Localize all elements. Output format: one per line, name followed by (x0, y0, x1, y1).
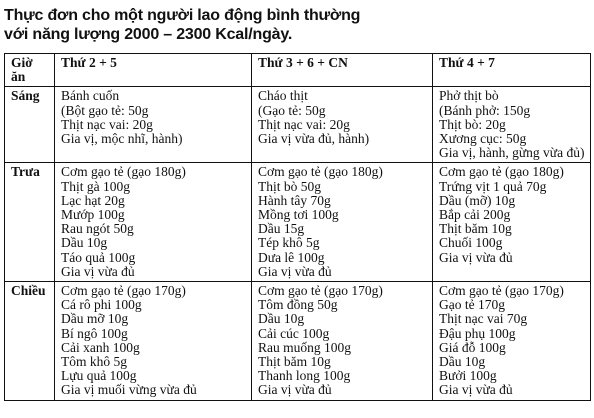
menu-cell (433, 282, 591, 401)
food-item: Táo quả 100g (61, 249, 136, 265)
food-item: (Bột gạo tẻ: 50g (61, 102, 149, 118)
food-item: Gia vị muối vừng vừa đủ (61, 382, 197, 398)
menu-cell (252, 163, 433, 282)
meal-label: Chiều (5, 282, 55, 401)
header-meal-time: Giờ ăn (5, 54, 55, 87)
food-item: Gia vị vừa đủ (258, 263, 332, 279)
title-line-2: với năng lượng 2000 – 2300 Kcal/ngày. (4, 26, 293, 43)
meal-label: Trưa (5, 163, 55, 282)
food-item: Cơm gạo tẻ (gạo 180g) (61, 164, 186, 180)
food-item: Dầu mỡ 10g (61, 311, 129, 327)
title-line-1: Thực đơn cho một người lao động bình thường (4, 7, 361, 24)
food-item: Cơm gạo tẻ (gạo 180g) (258, 164, 383, 180)
food-item: (Bánh phở: 150g (439, 102, 531, 118)
food-item: Dưa lê 100g (258, 249, 325, 265)
food-item: Cơm gạo tẻ (gạo 170g) (258, 283, 383, 299)
food-item: Thịt nạc vai: 20g (258, 116, 350, 132)
food-item: Thịt nạc vai: 20g (61, 116, 153, 132)
food-list (61, 165, 245, 279)
food-item: Cải xanh 100g (61, 339, 140, 355)
food-item: Cá rô phi 100g (61, 297, 142, 313)
food-item: Bí ngô 100g (61, 325, 128, 341)
food-item: Dầu 10g (439, 354, 486, 370)
food-item: (Gạo tẻ: 50g (258, 102, 326, 118)
food-item: Gạo tẻ 170g (439, 297, 505, 313)
food-item: Thịt băm 10g (258, 354, 331, 370)
food-item: Cải cúc 100g (258, 325, 330, 341)
food-item: Dầu 10g (258, 311, 305, 327)
header-row (5, 54, 591, 87)
food-item: Bưởi 100g (439, 368, 497, 384)
food-item: Gia vị vừa đủ (258, 382, 332, 398)
food-item: Phở thịt bò (439, 88, 499, 104)
food-item: Thịt gà 100g (61, 178, 130, 194)
food-list (61, 89, 245, 146)
food-list (439, 165, 584, 264)
food-item: Mướp 100g (61, 207, 125, 223)
menu-cell (433, 163, 591, 282)
header-tue-fri-sun: Thứ 3 + 6 + CN (252, 54, 433, 87)
food-item: Gia vị, hành, gừng vừa đủ) (439, 145, 585, 161)
food-item: Giá đỗ 100g (439, 339, 506, 355)
food-item: Cháo thịt (258, 88, 308, 104)
food-item: Thanh long 100g (258, 368, 351, 384)
menu-cell (55, 163, 252, 282)
food-item: Bắp cải 200g (439, 207, 511, 223)
page-title (4, 6, 590, 44)
table-row (5, 87, 591, 163)
food-item: Lạc hạt 20g (61, 192, 125, 208)
menu-cell (252, 87, 433, 163)
food-item: Dầu 15g (258, 221, 305, 237)
food-item: Gia vị vừa đủ (61, 263, 135, 279)
header-wed-sat: Thứ 4 + 7 (433, 54, 591, 87)
food-item: Tôm đồng 50g (258, 297, 338, 313)
menu-cell (55, 282, 252, 401)
food-list (258, 284, 426, 398)
food-item: Hành tây 70g (258, 192, 331, 208)
food-item: Gia vị vừa đủ (439, 382, 513, 398)
menu-cell (252, 282, 433, 401)
food-item: Đậu phụ 100g (439, 325, 516, 341)
food-item: Trứng vịt 1 quả 70g (439, 178, 547, 194)
food-item: Thịt bò: 20g (439, 116, 506, 132)
food-item: Bánh cuốn (61, 88, 120, 104)
food-list (439, 89, 584, 160)
food-item: Tôm khô 5g (61, 354, 127, 370)
menu-cell (55, 87, 252, 163)
food-item: Rau ngót 50g (61, 221, 134, 237)
meal-label: Sáng (5, 87, 55, 163)
header-mon-thu: Thứ 2 + 5 (55, 54, 252, 87)
food-item: Cơm gạo tẻ (gạo 170g) (439, 283, 564, 299)
menu-cell (433, 87, 591, 163)
food-item: Gia vị, mộc nhĩ, hành) (61, 131, 183, 147)
table-row (5, 282, 591, 401)
food-item: Tép khô 5g (258, 235, 320, 251)
food-item: Thịt bò 50g (258, 178, 321, 194)
table-row (5, 163, 591, 282)
food-item: Chuối 100g (439, 235, 503, 251)
food-item: Lựu quả 100g (61, 368, 137, 384)
food-list (258, 89, 426, 146)
food-item: Thịt nạc vai 70g (439, 311, 528, 327)
food-item: Dầu (mỡ) 10g (439, 192, 516, 208)
food-item: Rau muống 100g (258, 339, 351, 355)
food-item: Xương cục: 50g (439, 131, 527, 147)
food-list (258, 165, 426, 279)
food-list (61, 284, 245, 398)
menu-table (4, 53, 591, 401)
food-item: Gia vị vừa đủ (439, 249, 513, 265)
food-item: Cơm gạo tẻ (gạo 170g) (61, 283, 186, 299)
food-item: Dầu 10g (61, 235, 108, 251)
food-item: Mồng tơi 100g (258, 207, 339, 223)
food-item: Gia vị vừa đủ, hành) (258, 131, 370, 147)
food-item: Cơm gạo tẻ (gạo 180g) (439, 164, 564, 180)
food-item: Thịt băm 10g (439, 221, 512, 237)
food-list (439, 284, 584, 398)
